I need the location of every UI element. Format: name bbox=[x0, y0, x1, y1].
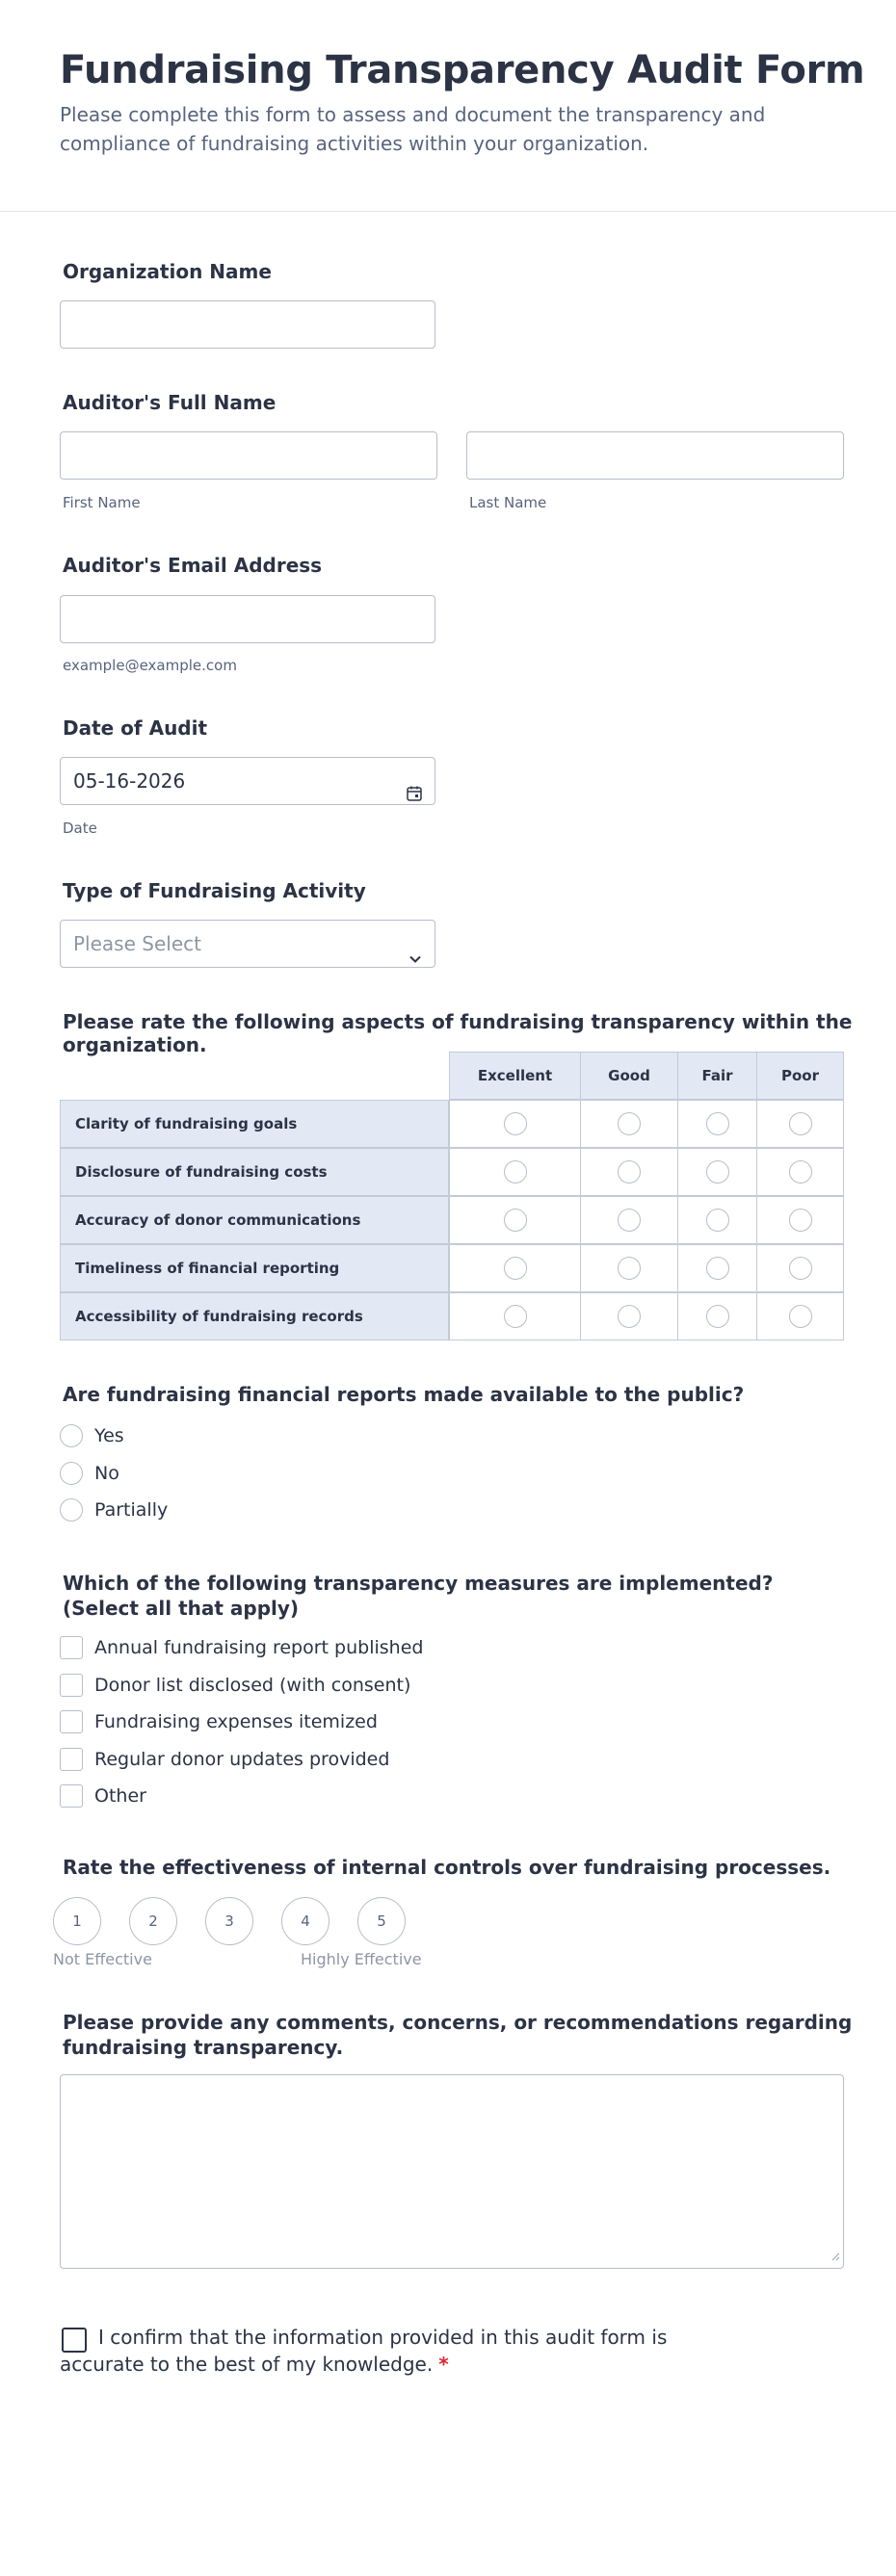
radio-button[interactable] bbox=[60, 1424, 83, 1447]
matrix-col-fair: Fair bbox=[677, 1052, 757, 1100]
scale-high-label: Highly Effective bbox=[301, 1950, 422, 1968]
matrix-cell[interactable] bbox=[756, 1100, 844, 1148]
controls-scale-question: Rate the effectiveness of internal controls over fundraising processes. bbox=[63, 1856, 831, 1879]
checkbox-label: Other bbox=[94, 1785, 146, 1807]
date-sublabel: Date bbox=[63, 820, 97, 837]
matrix-cell[interactable] bbox=[449, 1148, 581, 1196]
matrix-col-poor: Poor bbox=[756, 1052, 844, 1100]
matrix-col-excellent: Excellent bbox=[449, 1052, 581, 1100]
matrix-cell[interactable] bbox=[449, 1196, 581, 1244]
radio-button[interactable] bbox=[789, 1209, 812, 1232]
matrix-cell[interactable] bbox=[677, 1196, 757, 1244]
matrix-cell[interactable] bbox=[677, 1292, 757, 1340]
matrix-cell[interactable] bbox=[677, 1100, 757, 1148]
checkbox[interactable] bbox=[60, 1636, 83, 1659]
matrix-cell[interactable] bbox=[756, 1292, 844, 1340]
radio-button[interactable] bbox=[618, 1305, 641, 1328]
checkbox-label: Regular donor updates provided bbox=[94, 1749, 390, 1770]
radio-button[interactable] bbox=[706, 1160, 729, 1184]
audit-date-label: Date of Audit bbox=[63, 716, 208, 740]
checkbox[interactable] bbox=[60, 1710, 83, 1733]
chevron-down-icon bbox=[408, 937, 423, 983]
activity-type-select[interactable] bbox=[60, 920, 435, 968]
comments-question: Please provide any comments, concerns, or recommendations regarding fundraising transparency. bbox=[63, 2011, 853, 2059]
scale-option-1[interactable]: 1 bbox=[53, 1897, 101, 1945]
radio-button[interactable] bbox=[60, 1462, 83, 1485]
radio-button[interactable] bbox=[504, 1257, 527, 1280]
rating-matrix bbox=[60, 1052, 844, 1340]
matrix-cell[interactable] bbox=[756, 1148, 844, 1196]
matrix-row-label: Accessibility of fundraising records bbox=[60, 1292, 449, 1340]
scale-option-2[interactable]: 2 bbox=[129, 1897, 177, 1945]
radio-option-no[interactable] bbox=[60, 1460, 119, 1487]
matrix-cell[interactable] bbox=[580, 1196, 678, 1244]
matrix-cell[interactable] bbox=[449, 1100, 581, 1148]
matrix-row-label: Clarity of fundraising goals bbox=[60, 1100, 449, 1148]
radio-button[interactable] bbox=[504, 1112, 527, 1135]
scale-option-5[interactable]: 5 bbox=[357, 1897, 406, 1945]
radio-button[interactable] bbox=[60, 1498, 83, 1522]
matrix-cell[interactable] bbox=[756, 1196, 844, 1244]
radio-button[interactable] bbox=[504, 1209, 527, 1232]
radio-button[interactable] bbox=[789, 1160, 812, 1184]
radio-button[interactable] bbox=[706, 1305, 729, 1328]
radio-option-label: Partially bbox=[94, 1499, 169, 1521]
radio-button[interactable] bbox=[504, 1160, 527, 1184]
radio-button[interactable] bbox=[789, 1112, 812, 1135]
date-input[interactable] bbox=[60, 757, 435, 805]
radio-button[interactable] bbox=[706, 1112, 729, 1135]
checkbox-option[interactable] bbox=[60, 1672, 410, 1699]
form-header bbox=[0, 0, 896, 212]
matrix-col-good: Good bbox=[580, 1052, 678, 1100]
last-name-sublabel: Last Name bbox=[469, 494, 547, 511]
required-asterisk: * bbox=[438, 2353, 449, 2376]
matrix-cell[interactable] bbox=[677, 1148, 757, 1196]
radio-button[interactable] bbox=[706, 1209, 729, 1232]
matrix-row-label: Timeliness of financial reporting bbox=[60, 1244, 449, 1292]
checkbox-option[interactable] bbox=[60, 1746, 389, 1773]
matrix-row-label: Accuracy of donor communications bbox=[60, 1196, 449, 1244]
radio-button[interactable] bbox=[618, 1112, 641, 1135]
email-sublabel: example@example.com bbox=[63, 657, 237, 674]
email-input[interactable] bbox=[60, 595, 435, 643]
matrix-cell[interactable] bbox=[580, 1148, 678, 1196]
confirmation-text: I confirm that the information provided in this audit form is accurate to the best of my knowledge. bbox=[60, 2326, 668, 2376]
checkbox-option[interactable] bbox=[60, 1782, 146, 1809]
checkbox[interactable] bbox=[60, 1674, 83, 1697]
radio-button[interactable] bbox=[618, 1257, 641, 1280]
calendar-icon[interactable] bbox=[406, 772, 423, 819]
confirmation-label bbox=[60, 2324, 753, 2378]
organization-name-input[interactable] bbox=[60, 300, 435, 349]
measures-question: Which of the following transparency measures are implemented? (Select all that apply) bbox=[63, 1572, 774, 1620]
radio-button[interactable] bbox=[706, 1257, 729, 1280]
matrix-cell[interactable] bbox=[580, 1100, 678, 1148]
radio-button[interactable] bbox=[618, 1160, 641, 1184]
matrix-cell[interactable] bbox=[756, 1244, 844, 1292]
first-name-input[interactable] bbox=[60, 431, 437, 480]
scale-option-4[interactable]: 4 bbox=[281, 1897, 329, 1945]
checkbox[interactable] bbox=[60, 1784, 83, 1808]
matrix-cell[interactable] bbox=[449, 1244, 581, 1292]
form-description: Please complete this form to assess and document the transparency and compliance of fundraising activities within your organization. bbox=[60, 103, 766, 155]
matrix-cell[interactable] bbox=[677, 1244, 757, 1292]
auditor-email-label: Auditor's Email Address bbox=[63, 554, 323, 577]
radio-option-yes[interactable] bbox=[60, 1422, 124, 1449]
first-name-sublabel: First Name bbox=[63, 494, 141, 511]
checkbox-option[interactable] bbox=[60, 1634, 423, 1661]
scale-option-3[interactable]: 3 bbox=[205, 1897, 253, 1945]
radio-option-label: No bbox=[94, 1463, 119, 1484]
checkbox-label: Fundraising expenses itemized bbox=[94, 1711, 378, 1732]
rating-matrix-question: Please rate the following aspects of fundraising transparency within the organization. bbox=[63, 1010, 853, 1056]
radio-button[interactable] bbox=[618, 1209, 641, 1232]
activity-type-label: Type of Fundraising Activity bbox=[63, 879, 366, 902]
radio-button[interactable] bbox=[504, 1305, 527, 1328]
checkbox-label: Donor list disclosed (with consent) bbox=[94, 1675, 411, 1696]
organization-name-label: Organization Name bbox=[63, 260, 272, 283]
scale-low-label: Not Effective bbox=[53, 1950, 152, 1968]
last-name-input[interactable] bbox=[466, 431, 844, 480]
matrix-cell[interactable] bbox=[580, 1244, 678, 1292]
public-reports-question: Are fundraising financial reports made available to the public? bbox=[63, 1383, 745, 1406]
resize-grip-icon[interactable] bbox=[830, 2247, 840, 2265]
radio-option-partially[interactable] bbox=[60, 1496, 168, 1523]
radio-button[interactable] bbox=[789, 1305, 812, 1328]
checkbox[interactable] bbox=[60, 1748, 83, 1771]
auditor-name-label: Auditor's Full Name bbox=[63, 391, 277, 414]
comments-textarea[interactable] bbox=[60, 2074, 844, 2269]
checkbox-label: Annual fundraising report published bbox=[94, 1637, 424, 1658]
activity-type-placeholder: Please Select bbox=[73, 932, 201, 955]
radio-option-label: Yes bbox=[94, 1425, 124, 1446]
matrix-row-label: Disclosure of fundraising costs bbox=[60, 1148, 449, 1196]
date-value: 05-16-2026 bbox=[73, 769, 186, 793]
matrix-cell[interactable] bbox=[580, 1292, 678, 1340]
form-title: Fundraising Transparency Audit Form bbox=[60, 48, 865, 92]
radio-button[interactable] bbox=[789, 1257, 812, 1280]
checkbox-option[interactable] bbox=[60, 1708, 378, 1735]
matrix-cell[interactable] bbox=[449, 1292, 581, 1340]
